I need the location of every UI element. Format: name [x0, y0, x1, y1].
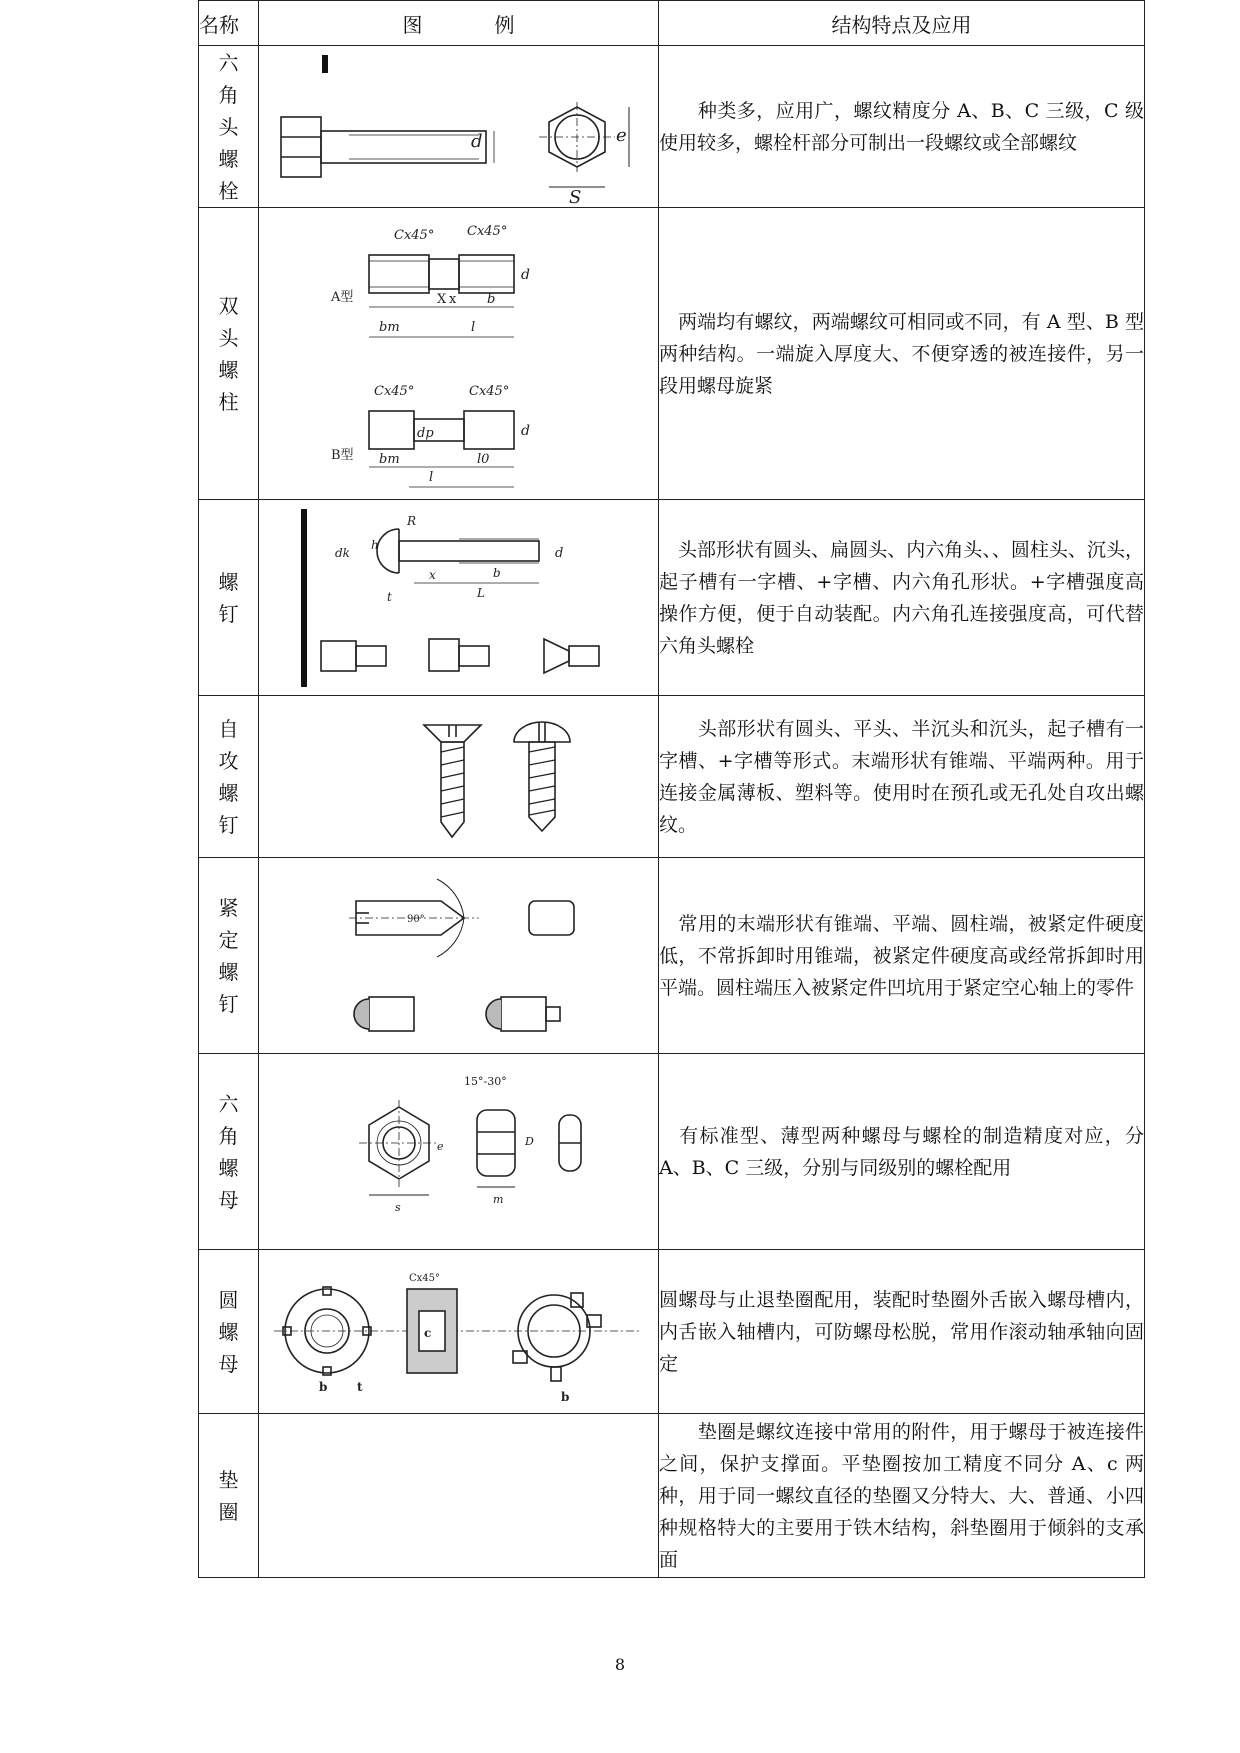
- row-name: 圆螺母: [199, 1250, 259, 1414]
- svg-text:bm: bm: [379, 319, 400, 335]
- row-desc: 垫圈是螺纹连接中常用的附件，用于螺母于被连接件之间，保护支撑面。平垫圈按加工精度不同分 A、c 两种，用于同一螺纹直径的垫圈又分特大、大、普通、小四种规格特大的主要用于铁木结构，斜垫圈用于倾斜的支承面: [659, 1414, 1145, 1578]
- svg-text:Cx45°: Cx45°: [467, 223, 508, 239]
- svg-text:c: c: [424, 1325, 432, 1340]
- svg-text:90°: 90°: [407, 913, 425, 925]
- row-name: 垫圈: [199, 1414, 259, 1578]
- svg-text:e: e: [616, 124, 627, 146]
- svg-text:m: m: [493, 1192, 504, 1206]
- row-name: 螺钉: [199, 500, 259, 696]
- row-name: 紧定螺钉: [199, 858, 259, 1054]
- svg-text:e: e: [437, 1139, 444, 1153]
- header-name: 名称: [199, 1, 259, 46]
- row-desc: 两端均有螺纹，两端螺纹可相同或不同，有 A 型、B 型两种结构。一端旋入厚度大、不便穿透的被连接件，另一段用螺母旋紧: [659, 208, 1145, 500]
- table-row: [199, 46, 1145, 208]
- svg-text:d: d: [471, 130, 483, 152]
- svg-text:15°-30°: 15°-30°: [464, 1074, 507, 1088]
- svg-text:dk: dk: [335, 545, 350, 560]
- svg-text:l0: l0: [477, 451, 490, 467]
- table-row: [199, 858, 1145, 1054]
- hex-bolt-figure: [259, 46, 659, 208]
- row-desc: 常用的末端形状有锥端、平端、圆柱端，被紧定件硬度低，不常拆卸时用锥端，被紧定件硬度高或经常拆卸时用平端。圆柱端压入被紧定件凹坑用于紧定空心轴上的零件: [659, 858, 1145, 1054]
- svg-text:A型: A型: [331, 289, 354, 305]
- washer-figure-empty: [259, 1414, 659, 1578]
- svg-text:Cx45°: Cx45°: [409, 1272, 441, 1284]
- hex-nut-figure: [259, 1054, 659, 1250]
- svg-text:Cx45°: Cx45°: [374, 383, 415, 399]
- svg-text:b: b: [561, 1389, 570, 1404]
- svg-text:b: b: [493, 565, 501, 580]
- svg-text:b: b: [319, 1379, 328, 1394]
- table-row: [199, 208, 1145, 500]
- svg-text:d: d: [555, 545, 564, 561]
- svg-text:X: X: [437, 291, 447, 307]
- row-name: 自攻螺钉: [199, 696, 259, 858]
- row-desc: 有标准型、薄型两种螺母与螺栓的制造精度对应，分 A、B、C 三级，分别与同级别的螺栓配用: [659, 1054, 1145, 1250]
- table-row: [199, 696, 1145, 858]
- svg-text:bm: bm: [379, 451, 400, 467]
- row-desc: 圆螺母与止退垫圈配用，装配时垫圈外舌嵌入螺母槽内，内舌嵌入轴槽内，可防螺母松脱，常用作滚动轴承轴向固定: [659, 1250, 1145, 1414]
- svg-text:t: t: [387, 589, 392, 604]
- svg-text:l: l: [471, 319, 476, 335]
- svg-text:Cx45°: Cx45°: [394, 227, 435, 243]
- stud-bolt-figure: [259, 208, 659, 500]
- screw-figure: [259, 500, 659, 696]
- row-name: 六角螺母: [199, 1054, 259, 1250]
- row-desc: 头部形状有圆头、平头、半沉头和沉头，起子槽有一字槽、+字槽等形式。末端形状有锥端、平端两种。用于连接金属薄板、塑料等。使用时在预孔或无孔处自攻出螺纹。: [659, 696, 1145, 858]
- row-name: 六角头螺栓: [199, 46, 259, 208]
- svg-text:l: l: [429, 469, 434, 485]
- header-figure: 图 例: [259, 1, 659, 46]
- round-nut-figure: [259, 1250, 659, 1414]
- svg-text:dp: dp: [417, 425, 434, 441]
- svg-text:x: x: [449, 291, 457, 307]
- svg-text:x: x: [429, 567, 436, 582]
- page-number: 8: [614, 1655, 626, 1674]
- svg-text:S: S: [569, 186, 582, 207]
- row-desc: 种类多，应用广，螺纹精度分 A、B、C 三级，C 级使用较多，螺栓杆部分可制出一段螺纹或全部螺纹: [659, 46, 1145, 208]
- svg-text:b: b: [487, 291, 496, 307]
- table-row: [199, 1250, 1145, 1414]
- svg-text:R: R: [407, 513, 417, 528]
- svg-text:t: t: [357, 1379, 363, 1394]
- row-name: 双头螺柱: [199, 208, 259, 500]
- svg-text:d: d: [521, 422, 530, 439]
- header-desc: 结构特点及应用: [659, 1, 1145, 46]
- fastener-table: [198, 0, 1145, 1578]
- row-desc: 头部形状有圆头、扁圆头、内六角头、、圆柱头、沉头，起子槽有一字槽、+字槽、内六角孔形状。+字槽强度高操作方便，便于自动装配。内六角孔连接强度高，可代替六角头螺栓: [659, 500, 1145, 696]
- set-screw-figure: [259, 858, 659, 1054]
- table-row: [199, 1054, 1145, 1250]
- svg-text:B型: B型: [331, 447, 354, 463]
- svg-text:Cx45°: Cx45°: [469, 383, 510, 399]
- table-row: [199, 500, 1145, 696]
- table-header: [199, 1, 1145, 46]
- svg-text:L: L: [477, 585, 485, 600]
- svg-text:h: h: [371, 537, 379, 552]
- svg-text:d: d: [521, 266, 530, 283]
- svg-text:D: D: [525, 1134, 534, 1148]
- svg-text:s: s: [395, 1200, 401, 1214]
- self-tapping-screw-figure: [259, 696, 659, 858]
- table-row: [199, 1414, 1145, 1578]
